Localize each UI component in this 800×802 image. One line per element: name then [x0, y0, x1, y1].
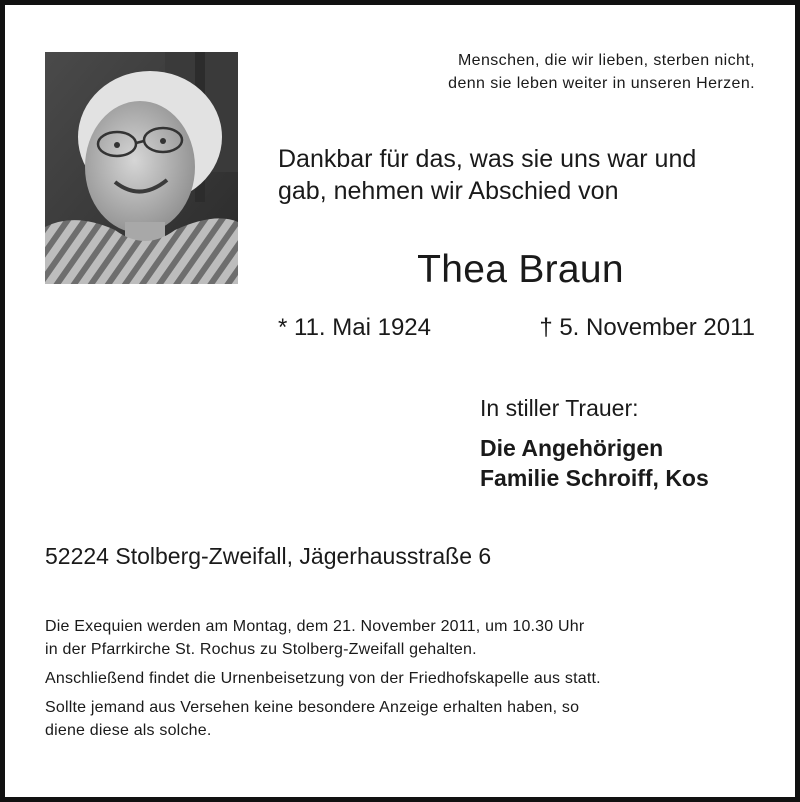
quote-line-1: Menschen, die wir lieben, sterben nicht,: [457, 52, 755, 69]
mourners-block: [480, 433, 709, 493]
service-line-2: in der Pfarrkirche St. Rochus zu Stolberg-Zweifall gehalten.: [45, 641, 477, 658]
mourners-line-2: Familie Schroiff, Kos: [480, 465, 709, 491]
notice-paragraph: [45, 696, 755, 742]
mourning-heading: In stiller Trauer:: [480, 395, 639, 421]
deceased-name: Thea Braun: [417, 248, 624, 291]
intro-line-1: Dankbar für das, was sie uns war und: [278, 145, 697, 173]
birth-date: * 11. Mai 1924: [278, 314, 431, 341]
farewell-intro: [278, 143, 768, 207]
intro-line-2: gab, nehmen wir Abschied von: [278, 177, 619, 205]
quote-line-2: denn sie leben weiter in unseren Herzen.: [448, 75, 755, 92]
service-paragraph: [45, 615, 755, 661]
urn-burial-paragraph: Anschließend findet die Urnenbeisetzung von der Friedhofskapelle aus statt.: [45, 670, 601, 687]
service-line-1: Die Exequien werden am Montag, dem 21. November 2011, um 10.30 Uhr: [45, 618, 585, 635]
mourners-line-1: Die Angehörigen: [480, 435, 664, 461]
portrait-photo: [45, 52, 238, 284]
memorial-quote: [335, 49, 755, 95]
notice-line-2: diene diese als solche.: [45, 722, 212, 739]
death-date: † 5. November 2011: [539, 314, 755, 341]
notice-line-1: Sollte jemand aus Versehen keine besondere Anzeige erhalten haben, so: [45, 699, 580, 716]
service-details: [45, 615, 755, 748]
family-address: 52224 Stolberg-Zweifall, Jägerhausstraße 6: [45, 543, 492, 569]
